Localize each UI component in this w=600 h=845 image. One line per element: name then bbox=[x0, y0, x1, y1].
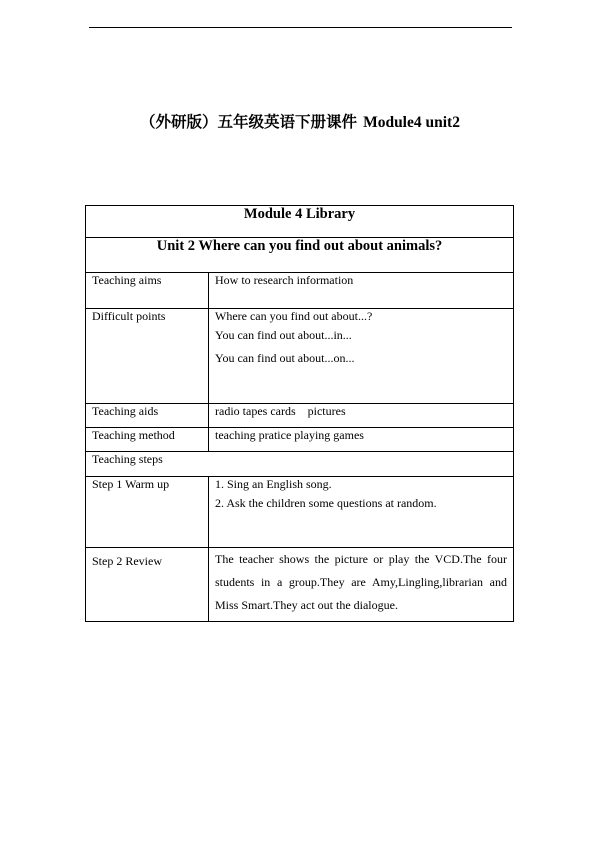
unit-heading-row bbox=[86, 238, 514, 273]
teaching-aims-row bbox=[86, 273, 514, 309]
document-title bbox=[0, 110, 600, 132]
step1-row bbox=[86, 477, 514, 548]
teaching-method-value: teaching pratice playing games bbox=[209, 428, 514, 452]
difficult-point-line: You can find out about...on... bbox=[215, 351, 355, 365]
document-title-english: Module4 unit2 bbox=[363, 114, 460, 131]
teaching-aids-row bbox=[86, 404, 514, 428]
module-heading-row bbox=[86, 206, 514, 238]
module-heading: Module 4 Library bbox=[86, 206, 514, 238]
teaching-method-row bbox=[86, 428, 514, 452]
difficult-points-label: Difficult points bbox=[86, 309, 209, 404]
step2-content: The teacher shows the picture or play the VCD.The four students in a group.They are Amy,Lingling,librarian and Miss Smart.They act out the dialogue. bbox=[209, 548, 514, 622]
teaching-steps-row bbox=[86, 452, 514, 477]
teaching-steps-label: Teaching steps bbox=[86, 452, 514, 477]
step1-content bbox=[209, 477, 514, 548]
teaching-aims-label: Teaching aims bbox=[86, 273, 209, 309]
step2-label: Step 2 Review bbox=[86, 548, 209, 622]
document-title-chinese: （外研版）五年级英语下册课件 bbox=[140, 112, 358, 131]
step1-line: 1. Sing an English song. bbox=[215, 477, 332, 491]
unit-heading: Unit 2 Where can you find out about animals? bbox=[86, 238, 514, 273]
difficult-points-value bbox=[209, 309, 514, 404]
header-rule bbox=[89, 27, 512, 28]
teaching-aids-label: Teaching aids bbox=[86, 404, 209, 428]
difficult-points-row bbox=[86, 309, 514, 404]
step1-line: 2. Ask the children some questions at random. bbox=[215, 496, 437, 510]
difficult-point-line: Where can you find out about...? bbox=[215, 309, 373, 323]
teaching-aids-value: radio tapes cards pictures bbox=[209, 404, 514, 428]
lesson-plan-table bbox=[85, 205, 514, 622]
step2-row bbox=[86, 548, 514, 622]
step1-label: Step 1 Warm up bbox=[86, 477, 209, 548]
teaching-aims-value: How to research information bbox=[209, 273, 514, 309]
teaching-method-label: Teaching method bbox=[86, 428, 209, 452]
difficult-point-line: You can find out about...in... bbox=[215, 328, 352, 342]
